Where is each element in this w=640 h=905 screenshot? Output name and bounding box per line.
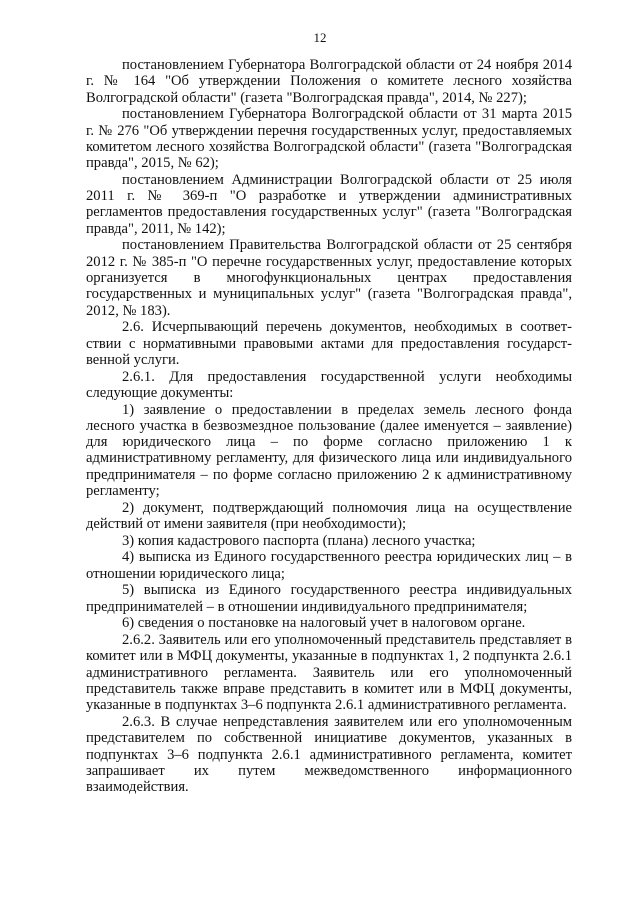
document-body [86, 57, 572, 796]
list-item-2: 2) документ, подтверждающий полномочия лица на осуществление действий от имени заявителя (при необходимости); [86, 499, 572, 533]
list-item-1: 1) заявление о предоставлении в пределах земель лесного фонда лесного участка в безвозмездное пользование (далее именуется – заявление) для юридического лица – по форме согласно приложению 1 к административному регламенту, для физического лица или индивидуального предпринимателя – по форме согласно приложению 2 к административному регламенту; [86, 401, 572, 500]
paragraph-section-2-6-3: 2.6.3. В случае непредставления заявителем или его уполномоченным представителем по собственной инициативе документов, указанных в подпунктах 3–6 подпункта 2.6.1 административного регламента, комитет запрашивает их путем межведомственного информационного взаимодействия. [86, 713, 572, 796]
paragraph-section-2-6-1: 2.6.1. Для предоставления государственной услуги необходимы следующие документы: [86, 368, 572, 401]
list-item-6: 6) сведения о постановке на налоговый учет в налоговом органе. [122, 615, 526, 632]
paragraph-decree-385p: постановлением Правительства Волгоградской области от 25 сентября 2012 г. № 385-п "О перечне государственных услуг, предоставление которых организуется в многофункциональных центрах предоставления государственных и муниципальных услуг" (газета "Волгоградская правда", 2012, № 183). [86, 237, 572, 319]
paragraph-section-2-6: 2.6. Исчерпывающий перечень документов, необходимых в соответствии с нормативными правовыми актами для предоставления государственной услуги. [86, 319, 572, 368]
page-number: 12 [313, 30, 327, 45]
paragraph-section-2-6-2: 2.6.2. Заявитель или его уполномоченный представитель представляет в комитет или в МФЦ документы, указанные в подпунктах 1, 2 подпункта 2.6.1 административного регламента. Заявитель или его уполномоченный представитель также вправе представить в комитет или в МФЦ документы, указанные в подпунктах 3–6 подпункта 2.6.1 административного регламента. [86, 632, 572, 714]
paragraph-decree-164: постановлением Губернатора Волгоградской области от 24 ноября 2014 г. № 164 "Об утверждении Положения о комитете лесного хозяйства Волгоградской области" (газета "Волгоградская правда", 2014, № 227); [86, 57, 572, 106]
list-item-5: 5) выписка из Единого государственного реестра индивидуальных предпринимателей – в отношении индивидуального предпринимателя; [86, 582, 572, 615]
list-item-4: 4) выписка из Единого государственного реестра юридических лиц – в отношении юридического лица; [86, 549, 572, 582]
list-item-3: 3) копия кадастрового паспорта (плана) лесного участка; [122, 532, 476, 549]
paragraph-decree-369p: постановлением Администрации Волгоградской области от 25 июля 2011 г. № 369-п "О разработке и утверждении административных регламентов предоставления государственных услуг" (газета "Волгоградская правда", 2011, № 142); [86, 171, 572, 237]
paragraph-decree-276: постановлением Губернатора Волгоградской области от 31 марта 2015 г. № 276 "Об утверждении перечня государственных услуг, предоставляемых комитетом лесного хозяйства Волгоградской области" (газета "Волгоградская правда", 2015, № 62); [86, 106, 572, 172]
